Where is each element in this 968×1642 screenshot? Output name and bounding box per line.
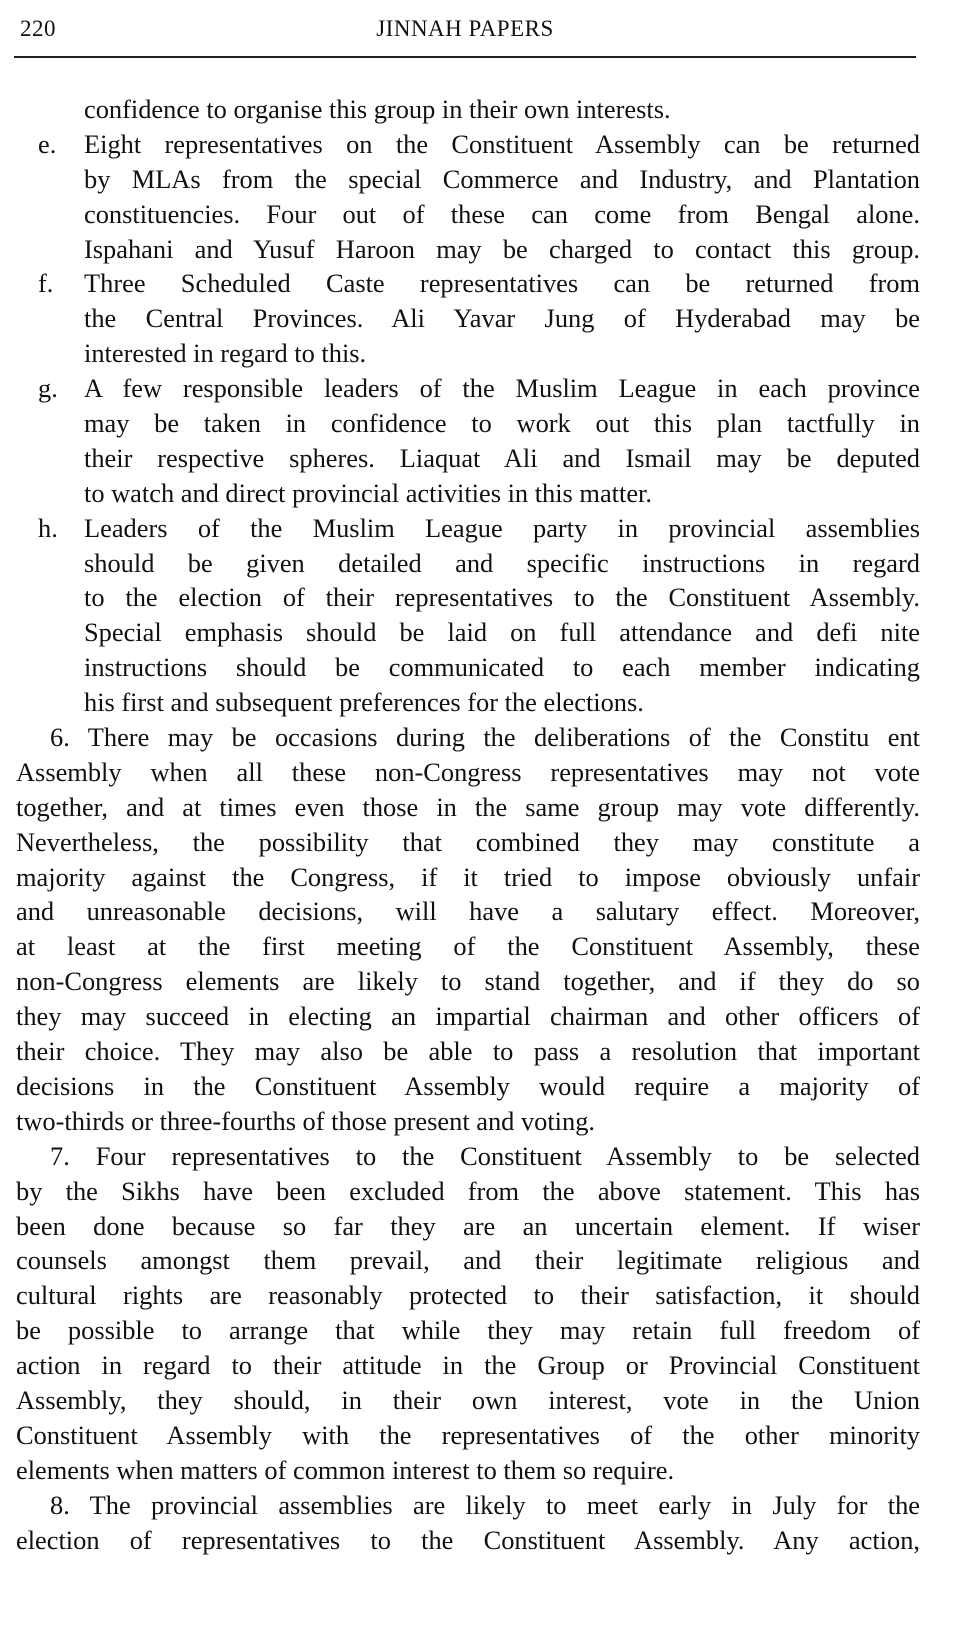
text-line: their respective spheres. Liaquat Ali and Ismail may be deputed [84,442,920,473]
text-line: decisions in the Constituent Assembly would require a majority of [16,1070,920,1101]
text-line: be possible to arrange that while they may retain full freedom of [16,1315,920,1346]
text-line: his first and subsequent preferences for the elections. [84,687,644,718]
list-item-h [16,511,920,720]
item-label: e. [38,128,57,159]
text-line: constituencies. Four out of these can come from Bengal alone. [84,198,920,229]
text-line: Three Scheduled Caste representatives can be returned from [84,268,920,299]
text-line: to watch and direct provincial activities in this matter. [84,477,652,508]
text-line: non-Congress elements are likely to stand together, and if they do so [16,966,920,997]
text-line: 7. Four representatives to the Constituent Assembly to be selected [50,1140,920,1171]
body-text [16,92,920,1557]
text-line: at least at the first meeting of the Constituent Assembly, these [16,931,920,962]
text-line: 8. The provincial assemblies are likely to meet early in July for the [50,1489,920,1520]
text-line: by the Sikhs have been excluded from the above statement. This has [16,1175,920,1206]
text-line: Constituent Assembly with the representatives of the other minority [16,1419,920,1450]
paragraph-6 [16,720,920,1139]
text-line: Special emphasis should be laid on full attendance and defi nite [84,617,920,648]
page-header [14,8,916,58]
paragraph-8 [16,1488,920,1558]
text-line: 6. There may be occasions during the deliberations of the Constitu ent [50,722,920,753]
list-item-f [16,266,920,371]
text-line: by MLAs from the special Commerce and Industry, and Plantation [84,163,920,194]
text-line: Assembly when all these non-Congress representatives may not vote [16,756,920,787]
text-line: Leaders of the Muslim League party in provincial assemblies [84,512,920,543]
text-line: A few responsible leaders of the Muslim League in each province [84,373,920,404]
list-item-g [16,371,920,511]
text-line: and unreasonable decisions, will have a salutary effect. Moreover, [16,896,920,927]
paragraph-7 [16,1139,920,1488]
text-line: should be given detailed and specific instructions in regard [84,547,920,578]
text-line: cultural rights are reasonably protected to their satisfaction, it should [16,1280,920,1311]
text-line: Eight representatives on the Constituent Assembly can be returned [84,128,920,159]
text-line: their choice. They may also be able to pass a resolution that important [16,1036,920,1067]
item-label: h. [38,512,58,543]
text-line: counsels amongst them prevail, and their legitimate religious and [16,1245,920,1276]
text-line: instructions should be communicated to each member indicating [84,652,920,683]
page-number: 220 [20,16,56,41]
item-label: g. [38,373,58,404]
list-item-e [16,127,920,267]
text-line: to the election of their representatives to the Constituent Assembly. [84,582,920,613]
text-line: the Central Provinces. Ali Yavar Jung of Hyderabad may be [84,303,920,334]
text-line: confidence to organise this group in their own interests. [84,94,671,124]
running-title: JINNAH PAPERS [376,16,554,41]
item-label: f. [38,268,54,299]
text-line: they may succeed in electing an impartial chairman and other officers of [16,1001,920,1032]
text-line: interested in regard to this. [84,338,367,369]
text-line: together, and at times even those in the same group may vote differently. [16,791,920,822]
text-line: two-thirds or three-fourths of those present and voting. [16,1105,595,1136]
text-line: Ispahani and Yusuf Haroon may be charged to contact this group. [84,233,920,264]
text-line: election of representatives to the Constituent Assembly. Any action, [16,1524,920,1555]
text-line: action in regard to their attitude in the Group or Provincial Constituent [16,1350,920,1381]
text-line: majority against the Congress, if it tried to impose obviously unfair [16,861,920,892]
text-line: Assembly, they should, in their own interest, vote in the Union [16,1384,920,1415]
text-line: elements when matters of common interest to them so require. [16,1454,675,1485]
text-line: been done because so far they are an uncertain element. If wiser [16,1210,920,1241]
text-line: Nevertheless, the possibility that combined they may constitute a [16,826,920,857]
text-line: may be taken in confidence to work out this plan tactfully in [84,408,920,439]
